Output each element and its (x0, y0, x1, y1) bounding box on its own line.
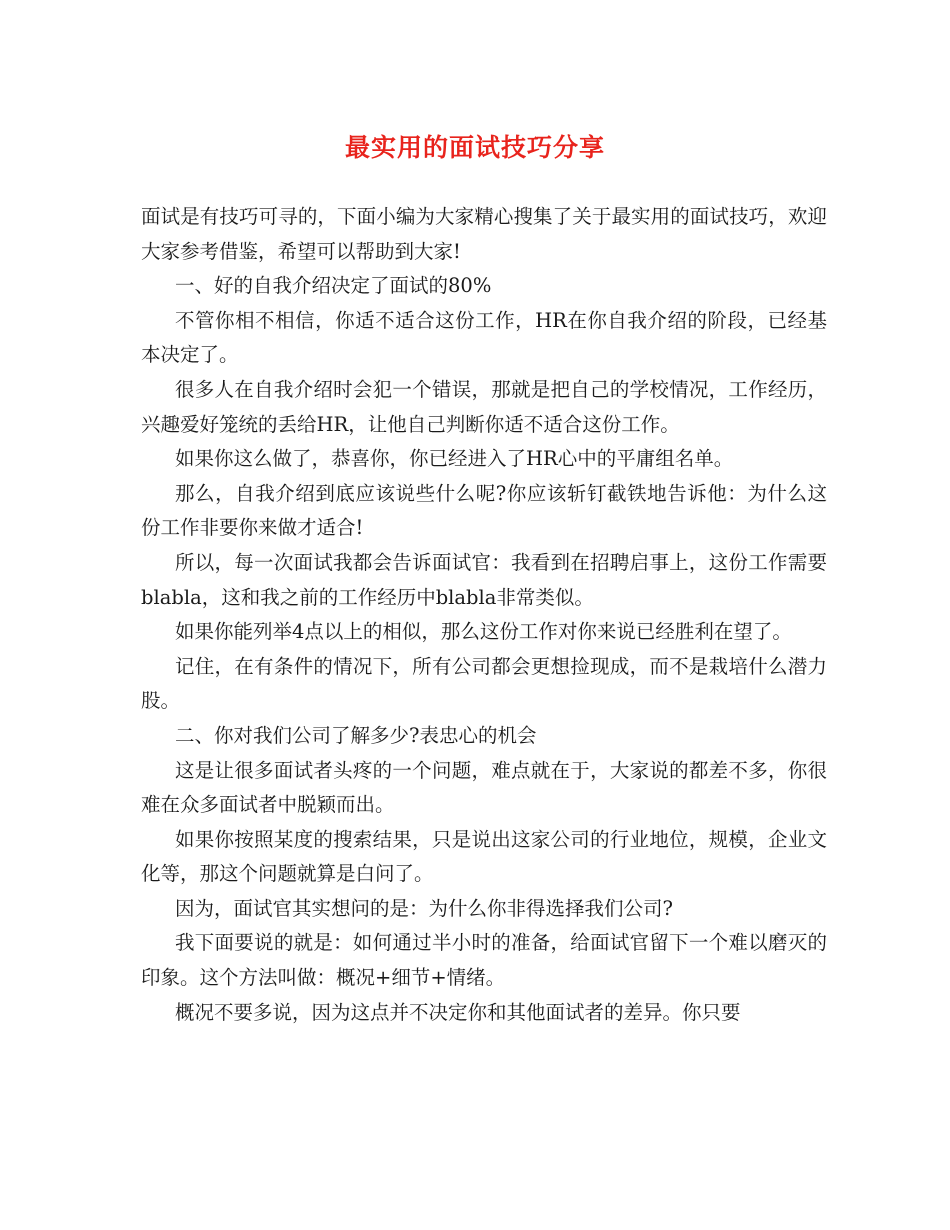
paragraph: 所以，每一次面试我都会告诉面试官：我看到在招聘启事上，这份工作需要blabla，这和我之前的工作经历中blabla非常类似。 (141, 550, 827, 609)
paragraph: 记住，在有条件的情况下，所有公司都会更想捡现成，而不是栽培什么潜力股。 (141, 654, 827, 713)
paragraph: 很多人在自我介绍时会犯一个错误，那就是把自己的学校情况，工作经历，兴趣爱好笼统的丢给HR，让他自己判断你适不适合这份工作。 (141, 377, 827, 436)
section-heading: 二、你对我们公司了解多少?表忠心的机会 (175, 723, 537, 747)
section-heading: 一、好的自我介绍决定了面试的80% (175, 274, 492, 298)
document-body (141, 200, 827, 1030)
paragraph: 面试是有技巧可寻的，下面小编为大家精心搜集了关于最实用的面试技巧，欢迎大家参考借鉴，希望可以帮助到大家! (141, 205, 827, 263)
paragraph: 概况不要多说，因为这点并不决定你和其他面试者的差异。你只要 (175, 1000, 741, 1024)
paragraph: 那么，自我介绍到底应该说些什么呢?你应该斩钉截铁地告诉他：为什么这份工作非要你来做才适合! (141, 481, 827, 540)
paragraph: 如果你这么做了，恭喜你，你已经进入了HR心中的平庸组名单。 (175, 447, 734, 471)
paragraph: 因为，面试官其实想问的是：为什么你非得选择我们公司? (175, 896, 673, 920)
paragraph: 如果你能列举4点以上的相似，那么这份工作对你来说已经胜利在望了。 (175, 620, 792, 644)
document-title: 最实用的面试技巧分享 (344, 133, 605, 162)
paragraph: 这是让很多面试者头疼的一个问题，难点就在于，大家说的都差不多，你很难在众多面试者中脱颖而出。 (141, 758, 827, 817)
paragraph: 我下面要说的就是：如何通过半小时的准备，给面试官留下一个难以磨灭的印象。这个方法叫做：概况+细节+情绪。 (141, 931, 827, 990)
paragraph: 不管你相不相信，你适不适合这份工作，HR在你自我介绍的阶段，已经基本决定了。 (141, 308, 827, 367)
paragraph: 如果你按照某度的搜索结果，只是说出这家公司的行业地位，规模，企业文化等，那这个问题就算是白问了。 (141, 827, 827, 886)
